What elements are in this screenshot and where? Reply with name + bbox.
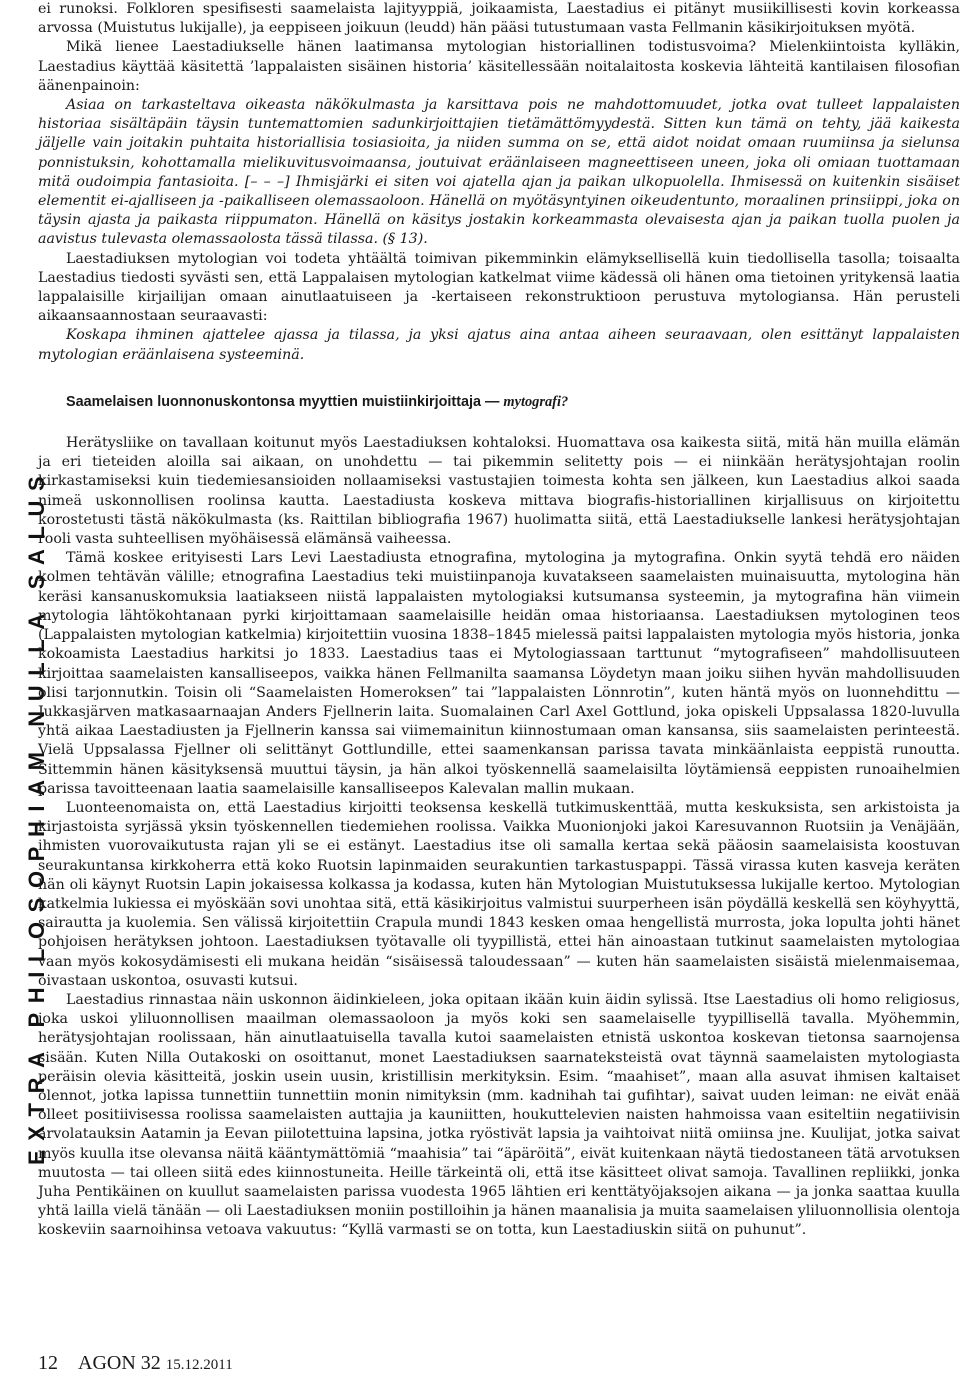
paragraph-2: Mikä lienee Laestadiukselle hänen laatimansa mytologian historiallinen todistusvoima? Mielenkiintoista kylläkin, Laestadius käyttää käsitettä ’lappalaisten sisäinen historia’ käsitellessään noitalaitosta koskevia lähteitä kantilaisen filosofian äänenpainoin:: [38, 39, 960, 94]
paragraph-6: Luonteenomaista on, että Laestadius kirjoitti teoksensa keskellä tutkimuskenttää, mutta keskuksista, sen arkistoista ja kirjastoista syrjässä yksin työskennellen tiedemiehen roolissa. Vaikka Muonionjoki jakoi Karesuvannon Ruotsiin ja Venäjään, ihmisten vuorovaikutusta rajan yli se ei estänyt. Laestadius itse oli samalla kertaa sekä pääosin saamelaisista koostuvan seurakuntansa kirkkoherra että koko Ruotsin lapinmaiden seurakuntien tarkastuspappi. Tässä virassa kuten kasveja keräten hän oli käynyt Ruotsin Lapin jokaisessa kolkassa ja kodassa, kuten hän Mytologian Muistutuksessa lukijalle kertoo. Mytologian katkelmia lukiessa ei myöskään sovi unohtaa sitä, että käsikirjoitus valmistui suurperheen isän pöydällä keskellä sen köyhyyttä, sairautta ja kuolemia. Sen välissä kirjoitettiin Crapula mundi 1843 kesken omaa hengellistä murrosta, joka lopulta johti hänet pohjoisen herätyksen johtoon. Laestadiuksen työtavalle oli tyypillistä, ettei hän ainoastaan tutkinut saamelaisten mytologiaa vaan myös kokosydämisesti eli mukana heidän “sisäisessä taloudessaan” — kuten hän saamelaisten sisäistä mielenmaisemaa, oivastaan uskontoa, osuvasti kutsui.: [38, 799, 960, 989]
block-quote-2: Koskapa ihminen ajattelee ajassa ja tilassa, ja yksi ajatus aina antaa aiheen seuraavaan, olen esittänyt lappalaisten mytologian eräänlaisena systeeminä.: [38, 327, 960, 363]
section-heading: [66, 393, 960, 412]
section-heading-text: Saamelaisen luonnonuskontonsa myyttien muistiinkirjoittaja —: [66, 393, 504, 410]
paragraph-7: Laestadius rinnastaa näin uskonnon äidinkieleen, joka opitaan ikään kuin äidin sylissä. Itse Laestadius oli homo religiosus, joka uskoi yliluonnollisen maailman olemassaoloon ja myös koki sen saamelaiselle tyypillisellä tavalla. Myöhemmin, herätysjohtajan roolissaan, hän ainutlaatuisella tavalla kutoi saamelaisten etnistä uskontoa koskevan tietonsa saarnojensa sisään. Kuten Nilla Outakoski on osoittanut, monet Laestadiuksen saarnateksteistä ovat täynnä saamelaisten mytologiasta peräisin olevia käsitteitä, joskin usein uusin, kristillisin merkityksin. Esim. “maahiset”, maan alla asuvat ihmisen kaltaiset olennot, jotka lapissa tunnettiin tunnettiin monin nimityksin (mm. kadnihah tai gufihtar), saivat uuden leiman: ne eivät enää olleet positiivisessa roolissa saamelaisten auttajia ja kauniitten, houkuttelevien naisten hahmoissa vaan esiteltiin negatiivisin arvolatauksin Aatamin ja Eevan piilotettuina lapsina, jotka ryöstivät lapsia ja vaihtoivat niitä omiinsa jne. Kuulijat, jotka saivat myös kuulla itse olevansa näitä kääntymättömiä “maahisia” tai “äpäröitä”, eivät kuitenkaan näytä tiedostaneen tätä arvotuksen muutosta — tai olleen siitä edes kiinnostuneita. Heille tärkeintä oli, että itse käsitteet olivat samoja. Tavallinen repliikki, jonka Juha Pentikäinen on kuullut saamelaisten parissa vuodesta 1965 lähtien eri kenttätyöjaksojen aikana — ja jonka saattaa kuulla yhtä lailla vielä tänään — oli Laestadiuksen moniin postilloihin ja hänen maanalisia ja muita saamelaisen yliluonnollisia olentoja koskeviin saarnoihinsa vetoava vakuutus: “Kyllä varmasti se on totta, kun Laestadiuskin siitä on puhunut”.: [38, 991, 960, 1239]
page-footer: [38, 1352, 233, 1375]
side-banner-text: EXTRA PHILOSOPHIAM NULLA SALUS: [24, 466, 49, 1165]
paragraph-1: ei runoksi. Folkloren spesifisesti saamelaista lajityyppiä, joikaamista, Laestadius ei pitänyt musiikillisesti kovin korkeassa arvossa (Muistutus lukijalle), ja eeppiseen joikuun (leudd) hän pääsi tutustumaan vasta Fellmanin käsikirjoituksen myötä.: [38, 1, 960, 37]
block-quote-1: Asiaa on tarkasteltava oikeasta näkökulmasta ja karsittava pois ne mahdottomuudet, jotka ovat tulleet lappalaisten historiaa sisältäpäin täysin tuntemattomien sadunkirjoittajien tietämättömyydestä. Sitten kun tämä on tehty, jää kaikesta jäljelle vain joitakin puhtaita historiallisia tosiasioita, ja niiden summa on se, että aidot noidat omaan ruumiinsa ja sielunsa ponnistuksin, kohottamalla mielikuvitusvoimaansa, joutuivat eräänlaiseen magneettiseen uneen, joka oli omiaan tuottamaan mitä oudoimpia fantasioita. [– – –] Ihmisjärki ei siten voi ajatella ajan ja paikan ulkopuolella. Ihmisessä on kuitenkin sisäiset elementit ei-ajalliseen ja -paikalliseen olemassaoloon. Hänellä on myötäsyntyinen oikeudentunto, moraalinen prinsiippi, joka on täysin ajasta ja paikasta riippumaton. Hänellä on käsitys jostakin korkeammasta olevaisesta ajan ja paikan tuolla puolen ja aavistus tulevasta olemassaolosta tässä tilassa. (§ 13).: [38, 97, 960, 248]
page-number: 12: [38, 1352, 58, 1374]
section-heading-italic: mytografi?: [503, 393, 569, 410]
paragraph-4: Herätysliike on tavallaan koitunut myös Laestadiuksen kohtaloksi. Huomattava osa kaikesta siitä, mitä hän muilla elämän ja eri tieteiden aloilla sai aikaan, on unohdettu — tai pikemmin selitetty pois — ei niinkään herätysjohtajan roolin kirkastamiseksi kuin tiedemiesansioiden nollaamiseksi vastustajien toimesta kohta sen jälkeen, kun Laestadius alkoi saada nimeä uskonnollisen roolinsa kautta. Laestadiusta koskeva mittava biografis-historiallinen kirjallisuus on kirjoitettu korostetusti tästä näkökulmasta (ks. Raittilan bibliografia 1967) huolimatta siitä, että Laestadiukselle lankesi herätysjohtajan rooli vasta suhteellisen myöhäisessä elämänsä vaiheessa.: [38, 435, 960, 548]
paragraph-3: Laestadiuksen mytologian voi todeta yhtäältä toimivan pikemminkin elämyksellisellä kuin tiedollisella tasolla; toisaalta Laestadius tiedosti syvästi sen, että Lappalaisen mytologian katkelmat viime kädessä oli hänen oma tietoinen yritykensä laatia lappalaisille kirjailijan omaan ainutlaatuiseen ja -kertaiseen rekonstruktioon perustuva mytologiansa. Hän perusteli aikaansaannostaan seuraavasti:: [38, 250, 960, 325]
issue-date: 15.12.2011: [165, 1357, 233, 1373]
article-body: [38, 0, 960, 1241]
journal-name: AGON 32: [78, 1352, 161, 1374]
paragraph-5: Tämä koskee erityisesti Lars Levi Laestadiusta etnografina, mytologina ja mytografina. Onkin syytä tehdä ero näiden kolmen tehtävän välille; etnografina Laestadius teki muistiinpanoja kuvatakseen saamelaisten muinaisuutta, mytologina hän keräsi kansanuskomuksia laatiakseen niistä lappalaisten mytologiaksi kutsumansa systeemin, ja mytografina hän viimein mytologia lähtökohtanaan pyrki kirjoittamaan saamelaisille heidän omaa historiaansa. Laestadiuksen mytologinen teos (Lappalaisten mytologian katkelmia) kirjoitettiin vuosina 1838–1845 mielessä paitsi lappalaisten mytologia myös historia, jonka kokoamista Laestadius harkitsi jo 1833. Laestadius taas ei Mytologiassaan tarttunut “mytografiseen” mahdollisuuteen kirjoittaa saamelaisten kansalliseepos, vaikka hänen Fellmanilta saamansa Löydetyn maan joiku siihen hyvän mahdollisuuden olisi tarjonnutkin. Toisin oli “Saamelaisten Homeroksen” tai ”lappalaisten Lönnrotin”, kuten häntä myös on luonnehdittu — Jukkasjärven matkasaarnaajan Anders Fjellnerin laita. Suomalainen Carl Axel Gottlund, joka opiskeli Uppsalassa 1820-luvulla yhtä aikaa Laestadiusten ja Fjellnerin kanssa sai viimemainitun kiinnostumaan oman kansansa, siis saamelaisten perinteestä. Vielä Uppsalassa Fjellner oli selittänyt Gottlundille, ettei saamenkansan parissa tavata minkäänlaista eeppistä runoutta. Sittemmin hänen käsityksensä muuttui täysin, ja hän alkoi työskennellä saamelaisilta löytämiensä eeppisten runoaihelmien parissa tavoitteenaan laatia saamelaisille kansalliseepos Kalevalan mallin mukaan.: [38, 550, 960, 797]
